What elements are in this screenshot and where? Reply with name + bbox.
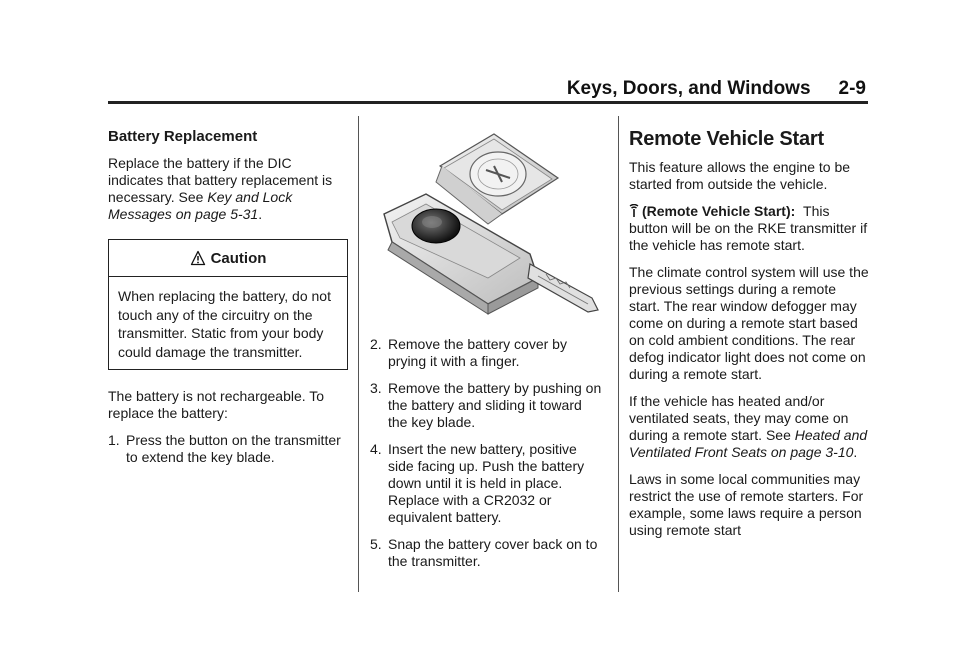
body-paragraph: Laws in some local communities may restrict the use of remote starters. For example, some laws require a person using remote start: [629, 471, 864, 538]
column-middle: [370, 126, 604, 580]
cross-reference-link[interactable]: Heated and Ventilated Front Seats on page 3-10: [629, 427, 868, 460]
list-item: 3. Remove the battery by pushing on the battery and sliding it toward the key blade.: [370, 380, 602, 430]
header-rule: [108, 101, 868, 104]
column-left: [108, 128, 348, 476]
page-number: 2-9: [838, 78, 866, 99]
section-heading: Remote Vehicle Start: [629, 128, 824, 150]
caution-title: Caution: [210, 249, 267, 267]
body-paragraph: (Remote Vehicle Start): This button will be on the RKE transmitter if the vehicle has remote start.: [629, 203, 868, 253]
caution-header: [109, 240, 347, 277]
remote-start-icon: [629, 204, 639, 218]
column-divider: [618, 116, 619, 592]
running-header: [108, 78, 866, 102]
intro-paragraph: Replace the battery if the DIC indicates that battery replacement is necessary. See Key and Lock Messages on page 5-31.: [108, 155, 333, 222]
caution-text: When replacing the battery, do not touch any of the circuitry on the transmitter. Static from your body could damage the transmitter.: [118, 288, 331, 360]
body-paragraph: The battery is not rechargeable. To replace the battery:: [108, 388, 325, 422]
cross-reference-link[interactable]: Key and Lock Messages on page 5-31: [108, 189, 293, 222]
caution-box: [108, 239, 348, 370]
list-item: 2. Remove the battery cover by prying it with a finger.: [370, 336, 567, 369]
steps-list: [370, 336, 604, 570]
steps-list: [108, 432, 348, 466]
list-item: 4. Insert the new battery, positive side facing up. Push the battery down until it is held in place. Replace with a CR2032 or equivalent battery.: [370, 441, 585, 525]
body-paragraph: If the vehicle has heated and/or ventilated seats, they may come on during a remote start. See Heated and Ventilated Front Seats on page 3-10.: [629, 393, 868, 460]
caution-icon: [190, 250, 206, 266]
list-item: 5. Snap the battery cover back on to the transmitter.: [370, 536, 598, 569]
section-title: Keys, Doors, and Windows: [566, 78, 811, 99]
body-paragraph: This feature allows the engine to be started from outside the vehicle.: [629, 159, 851, 192]
column-right: [629, 126, 869, 549]
list-item: 1. Press the button on the transmitter to extend the key blade.: [108, 432, 341, 466]
section-heading: Battery Replacement: [108, 128, 258, 145]
key-fob-illustration: [370, 126, 604, 324]
column-divider: [358, 116, 359, 592]
body-paragraph: The climate control system will use the previous settings during a remote start. The rear window defogger may come on during a remote start based on cold ambient conditions. The rear defog indicator light does not come on during a remote start.: [629, 264, 869, 382]
